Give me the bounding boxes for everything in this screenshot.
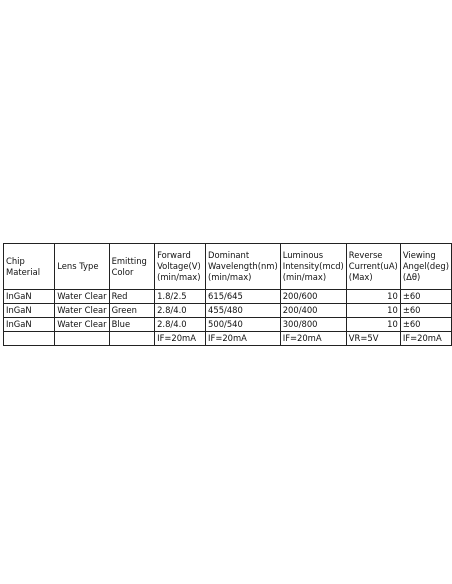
- cell-dominant-wavelength: 455/480: [206, 304, 281, 318]
- cell-luminous-intensity: 300/800: [280, 318, 346, 332]
- cell-luminous-intensity: 200/600: [280, 290, 346, 304]
- table-header-row: [4, 244, 452, 290]
- cell-viewing-angle: ±60: [400, 304, 451, 318]
- header-lens-type: Lens Type: [55, 244, 109, 290]
- header-chip-material: Chip Material: [4, 244, 55, 290]
- cell-lens-type: Water Clear: [55, 290, 109, 304]
- cell-forward-voltage-condition: IF=20mA: [155, 332, 206, 346]
- header-forward-voltage: Forward Voltage(V) (min/max): [155, 244, 206, 290]
- cell-viewing-angle: ±60: [400, 290, 451, 304]
- cell-reverse-current: 10: [346, 304, 400, 318]
- header-viewing-angle: Viewing Angel(deg) (Δθ): [400, 244, 451, 290]
- cell-viewing-angle-condition: IF=20mA: [400, 332, 451, 346]
- cell-viewing-angle: ±60: [400, 318, 451, 332]
- header-emitting-color: Emitting Color: [109, 244, 155, 290]
- cell-reverse-current: 10: [346, 318, 400, 332]
- cell-chip-material: InGaN: [4, 318, 55, 332]
- cell-dominant-wavelength: 500/540: [206, 318, 281, 332]
- cell-reverse-current: 10: [346, 290, 400, 304]
- table-row-conditions: [4, 332, 452, 346]
- cell-forward-voltage: 1.8/2.5: [155, 290, 206, 304]
- cell-forward-voltage: 2.8/4.0: [155, 304, 206, 318]
- cell-chip-material: [4, 332, 55, 346]
- cell-forward-voltage: 2.8/4.0: [155, 318, 206, 332]
- cell-reverse-current-condition: VR=5V: [346, 332, 400, 346]
- header-luminous-intensity: Luminous Intensity(mcd) (min/max): [280, 244, 346, 290]
- cell-lens-type: Water Clear: [55, 304, 109, 318]
- spec-table: [3, 243, 452, 346]
- cell-dominant-wavelength-condition: IF=20mA: [206, 332, 281, 346]
- table-row: [4, 290, 452, 304]
- cell-luminous-intensity: 200/400: [280, 304, 346, 318]
- cell-emitting-color: Blue: [109, 318, 155, 332]
- cell-emitting-color: Green: [109, 304, 155, 318]
- cell-dominant-wavelength: 615/645: [206, 290, 281, 304]
- header-reverse-current: Reverse Current(uA) (Max): [346, 244, 400, 290]
- cell-emitting-color: [109, 332, 155, 346]
- cell-lens-type: Water Clear: [55, 318, 109, 332]
- cell-luminous-intensity-condition: IF=20mA: [280, 332, 346, 346]
- table-row: [4, 318, 452, 332]
- header-dominant-wavelength: Dominant Wavelength(nm) (min/max): [206, 244, 281, 290]
- cell-emitting-color: Red: [109, 290, 155, 304]
- cell-chip-material: InGaN: [4, 304, 55, 318]
- table-row: [4, 304, 452, 318]
- cell-chip-material: InGaN: [4, 290, 55, 304]
- cell-lens-type: [55, 332, 109, 346]
